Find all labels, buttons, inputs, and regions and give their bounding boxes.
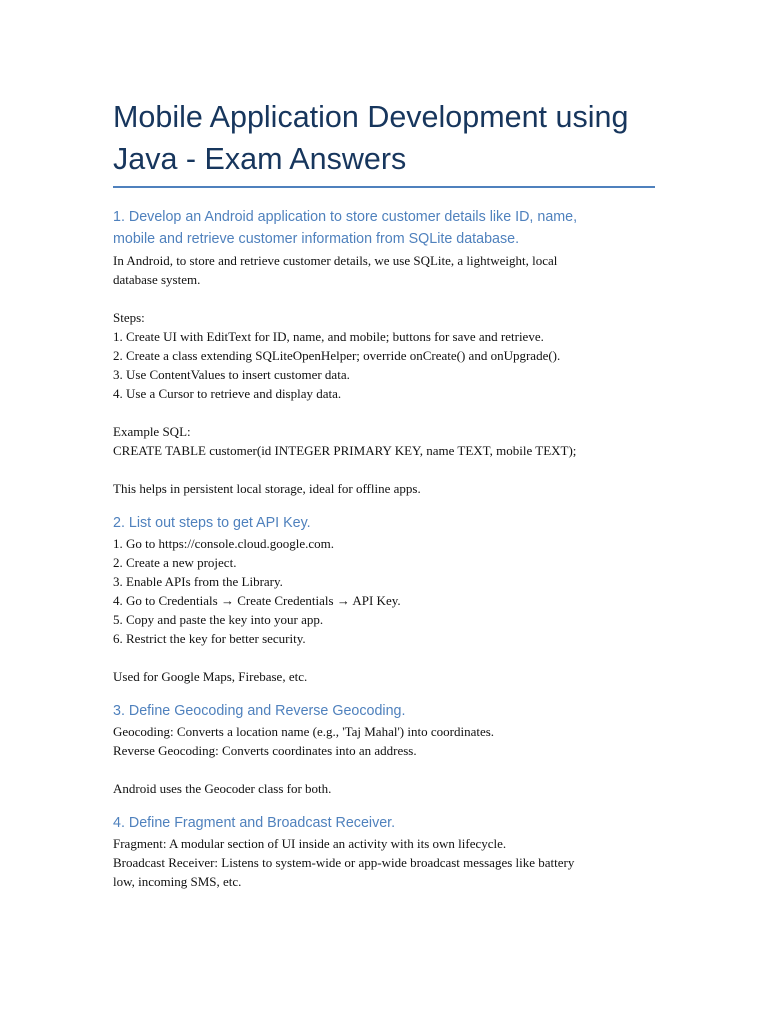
section-2-step: 6. Restrict the key for better security.	[113, 631, 306, 646]
section-3-line: Geocoding: Converts a location name (e.g., 'Taj Mahal') into coordinates.	[113, 724, 495, 739]
section-2-step: 2. Create a new project.	[113, 555, 237, 570]
section-4-line: Fragment: A modular section of UI inside an activity with its own lifecycle.	[113, 836, 507, 851]
section-3-conclusion: Android uses the Geocoder class for both.	[113, 781, 332, 796]
section-1-heading-line-2: mobile and retrieve customer information from SQLite database.	[113, 231, 520, 247]
section-2-step: 3. Enable APIs from the Library.	[113, 574, 283, 589]
section-2	[113, 512, 658, 686]
section-1-step: 4. Use a Cursor to retrieve and display data.	[113, 386, 342, 401]
document-title-line-1: Mobile Application Development using	[113, 100, 629, 134]
section-2-conclusion: Used for Google Maps, Firebase, etc.	[113, 669, 308, 684]
section-1-step: 3. Use ContentValues to insert customer data.	[113, 367, 350, 382]
section-3-line: Reverse Geocoding: Converts coordinates into an address.	[113, 743, 417, 758]
section-1-step: 1. Create UI with EditText for ID, name, and mobile; buttons for save and retrieve.	[113, 329, 544, 344]
section-4-line: low, incoming SMS, etc.	[113, 874, 242, 889]
section-4-heading: 4. Define Fragment and Broadcast Receiver.	[113, 815, 396, 831]
spacer	[113, 648, 658, 667]
section-3	[113, 700, 658, 798]
section-1	[113, 206, 658, 498]
spacer	[113, 460, 658, 479]
document-page	[113, 96, 658, 891]
section-1-body	[113, 251, 658, 498]
section-1-heading	[113, 206, 658, 250]
section-1-intro-line-2: database system.	[113, 272, 201, 287]
section-3-heading: 3. Define Geocoding and Reverse Geocoding.	[113, 703, 406, 719]
document-title	[113, 96, 658, 180]
section-1-intro-line-1: In Android, to store and retrieve customer details, we use SQLite, a lightweight, local	[113, 253, 558, 268]
section-1-example-label: Example SQL:	[113, 424, 191, 439]
title-divider	[113, 186, 655, 188]
section-4	[113, 812, 658, 891]
spacer	[113, 760, 658, 779]
section-2-step: 1. Go to https://console.cloud.google.com.	[113, 536, 334, 551]
section-1-conclusion: This helps in persistent local storage, ideal for offline apps.	[113, 481, 421, 496]
section-2-step: 5. Copy and paste the key into your app.	[113, 612, 324, 627]
section-2-heading: 2. List out steps to get API Key.	[113, 515, 311, 531]
section-1-example-sql: CREATE TABLE customer(id INTEGER PRIMARY KEY, name TEXT, mobile TEXT);	[113, 443, 577, 458]
section-3-body	[113, 722, 658, 798]
section-1-steps-label: Steps:	[113, 310, 145, 325]
document-title-line-2: Java - Exam Answers	[113, 142, 407, 176]
section-1-heading-line-1: 1. Develop an Android application to store customer details like ID, name,	[113, 209, 578, 225]
section-1-step: 2. Create a class extending SQLiteOpenHelper; override onCreate() and onUpgrade().	[113, 348, 561, 363]
section-2-body	[113, 534, 658, 686]
section-4-body	[113, 834, 658, 891]
spacer	[113, 289, 658, 308]
section-4-line: Broadcast Receiver: Listens to system-wide or app-wide broadcast messages like battery	[113, 855, 575, 870]
spacer	[113, 403, 658, 422]
section-2-step: 4. Go to Credentials → Create Credentials → API Key.	[113, 593, 401, 608]
